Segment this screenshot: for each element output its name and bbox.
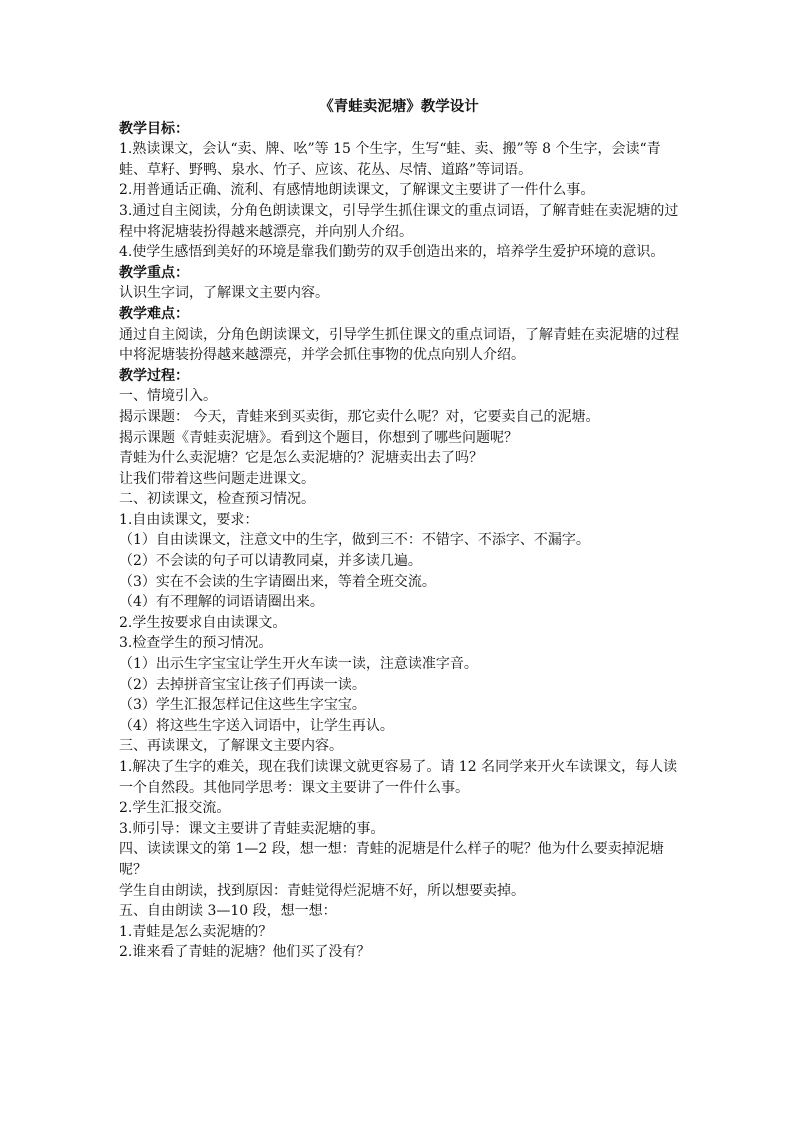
process-line: 2.学生汇报交流。 — [119, 800, 231, 817]
process-line: （1）出示生字宝宝让学生开火车读一读，注意读准字音。 — [119, 656, 478, 673]
process-line: （4）将这些生字送入词语中，让学生再认。 — [119, 717, 394, 734]
process-line: 让我们带着这些问题走进课文。 — [119, 470, 315, 487]
process-line: 揭示课题《青蛙卖泥塘》。看到这个题目，你想到了哪些问题呢？ — [119, 429, 518, 446]
heading-key-points: 教学重点： — [119, 264, 189, 281]
process-line: 五、自由朗读 3—10 段，想一想： — [119, 903, 337, 920]
process-line: 2.学生按要求自由读课文。 — [119, 614, 287, 631]
process-line: 四、读读课文的第 1—2 段，想一想：青蛙的泥塘是什么样子的呢？他为什么要卖掉泥塘呢？ — [119, 841, 664, 878]
key-points-text: 认识生字词，了解课文主要内容。 — [119, 285, 329, 302]
process-line: （3）学生汇报怎样记住这些生字宝宝。 — [119, 697, 366, 714]
document-page — [119, 97, 679, 963]
process-line: 1.青蛙是怎么卖泥塘的？ — [119, 923, 273, 940]
process-line: （2）去掉拼音宝宝让孩子们再读一读。 — [119, 676, 366, 693]
process-line: 2.谁来看了青蛙的泥塘？他们买了没有？ — [119, 944, 371, 961]
heading-teaching-goals: 教学目标： — [119, 120, 189, 137]
goal-1: 1.熟读课文，会认“卖、牌、吆”等 15 个生字，生写“蛙、卖、搬”等 8 个生字，会读“青蛙、草籽、野鸭、泉水、竹子、应该、花丛、尽情、道路”等词语。 — [119, 141, 661, 178]
goal-3: 3.通过自主阅读，分角色朗读课文，引导学生抓住课文的重点词语，了解青蛙在卖泥塘的过程中将泥塘装扮得越来越漂亮，并向别人介绍。 — [119, 202, 679, 240]
document-title: 《青蛙卖泥塘》教学设计 — [319, 98, 479, 115]
process-line: 1.自由读课文，要求： — [119, 511, 259, 528]
process-line: （2）不会读的句子可以请教同桌，并多读几遍。 — [119, 553, 422, 570]
goal-4: 4.使学生感悟到美好的环境是靠我们勤劳的双手创造出来的，培养学生爱护环境的意识。 — [119, 244, 665, 261]
process-line: 二、初读课文，检查预习情况。 — [119, 491, 315, 508]
goal-2: 2.用普通话正确、流利、有感情地朗读课文，了解课文主要讲了一件什么事。 — [119, 182, 595, 199]
process-line: （4）有不理解的词语请圈出来。 — [119, 594, 324, 611]
heading-teaching-process: 教学过程： — [119, 367, 189, 384]
process-line: 一、情境引入。 — [119, 388, 217, 405]
difficulties-text: 通过自主阅读，分角色朗读课文，引导学生抓住课文的重点词语，了解青蛙在卖泥塘的过程中将泥塘装扮得越来越漂亮，并学会抓住事物的优点向别人介绍。 — [119, 326, 679, 364]
process-line: 学生自由朗读，找到原因：青蛙觉得烂泥塘不好，所以想要卖掉。 — [119, 882, 525, 899]
process-line: 揭示课题： 今天，青蛙来到买卖街，那它卖什么呢？对，它要卖自己的泥塘。 — [119, 408, 600, 425]
process-line: （1）自由读课文，注意文中的生字，做到三不：不错字、不添字、不漏字。 — [119, 532, 590, 549]
process-line: 青蛙为什么卖泥塘？它是怎么卖泥塘的？泥塘卖出去了吗？ — [119, 450, 483, 467]
heading-difficulties: 教学难点： — [119, 305, 189, 322]
process-line: 1.解决了生字的难关，现在我们读课文就更容易了。请 12 名同学来开火车读课文，每人读一个自然段。其他同学思考：课文主要讲了一件什么事。 — [119, 759, 678, 796]
process-line: 三、再读课文，了解课文主要内容。 — [119, 738, 343, 755]
process-line: （3）实在不会读的生字请圈出来，等着全班交流。 — [119, 573, 436, 590]
process-line: 3.师引导：课文主要讲了青蛙卖泥塘的事。 — [119, 820, 385, 837]
process-line: 3.检查学生的预习情况。 — [119, 635, 273, 652]
